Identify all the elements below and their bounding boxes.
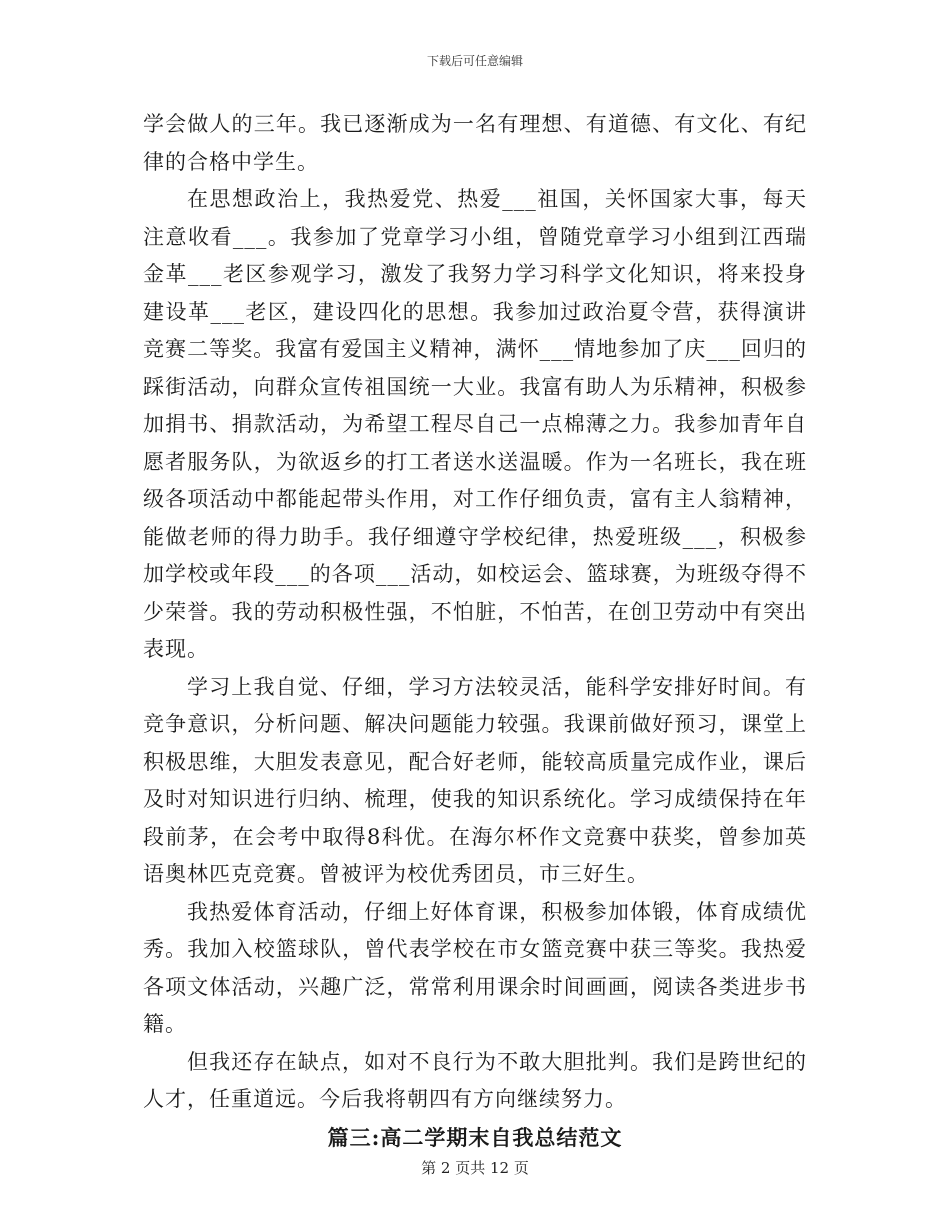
page-number: 第 2 页共 12 页 (421, 1159, 529, 1177)
paragraph-continuation: 学会做人的三年。我已逐渐成为一名有理想、有道德、有文化、有纪律的合格中学生。 (143, 112, 807, 174)
section-title: 篇三:高二学期末自我总结范文 (327, 1124, 623, 1150)
paragraph-political: 在思想政治上，我热爱党、热爱___祖国，关怀国家大事，每天注意收看___。我参加了党章学习小组，曾随党章学习小组到江西瑞金革___老区参观学习，激发了我努力学习科学文化知识，将来投身建设革___老区，建设四化的思想。我参加过政治夏令营，获得演讲竞赛二等奖。我富有爱国主义精神，满怀___情地参加了庆___回归的踩街活动，向群众宣传祖国统一大业。我富有助人为乐精神，积极参加捐书、捐款活动，为希望工程尽自己一点棉薄之力。我参加青年自愿者服务队，为欲返乡的打工者送水送温暖。作为一名班长，我在班级各项活动中都能起带头作用，对工作仔细负责，富有主人翁精神，能做老师的得力助手。我仔细遵守学校纪律，热爱班级___，积极参加学校或年段___的各项___活动，如校运会、篮球赛，为班级夺得不少荣誉。我的劳动积极性强，不怕脏，不怕苦，在创卫劳动中有突出表现。 (143, 187, 807, 661)
page-header-note: 下载后可任意编辑 (426, 54, 523, 68)
paragraph-sports: 我热爱体育活动，仔细上好体育课，积极参加体锻，体育成绩优秀。我加入校篮球队，曾代表学校在市女篮竞赛中获三等奖。我热爱各项文体活动，兴趣广泛，常常利用课余时间画画，阅读各类进步书籍。 (143, 899, 807, 1036)
document-body (143, 106, 807, 1156)
paragraph-shortcomings: 但我还存在缺点，如对不良行为不敢大胆批判。我们是跨世纪的人才，任重道远。今后我将朝四有方向继续努力。 (143, 1049, 807, 1111)
paragraph-study: 学习上我自觉、仔细，学习方法较灵活，能科学安排好时间。有竞争意识，分析问题、解决问题能力较强。我课前做好预习，课堂上积极思维，大胆发表意见，配合好老师，能较高质量完成作业，课后及时对知识进行归纳、梳理，使我的知识系统化。学习成绩保持在年段前茅，在会考中取得8科优。在海尔杯作文竞赛中获奖，曾参加英语奥林匹克竞赛。曾被评为校优秀团员，市三好生。 (143, 674, 807, 886)
